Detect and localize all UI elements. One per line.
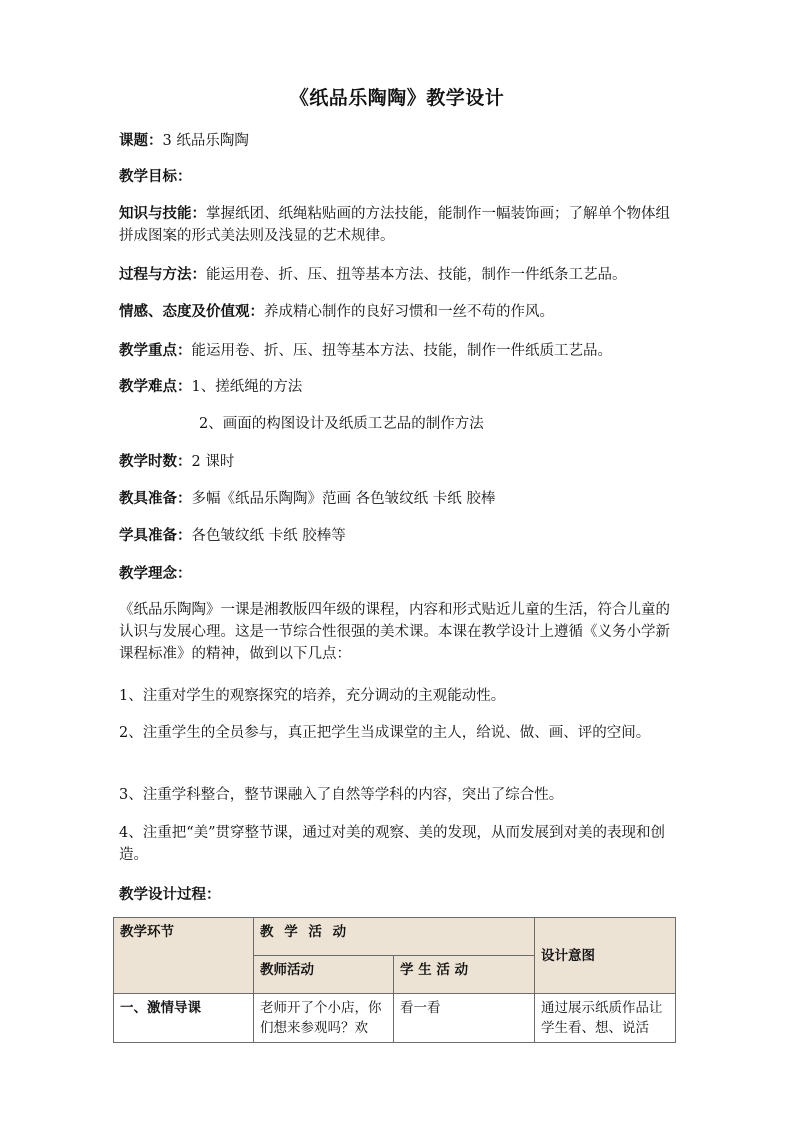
process-heading: 教学设计过程： xyxy=(119,886,221,903)
key-points-label: 教学重点： xyxy=(119,342,192,359)
topic-label: 课题： xyxy=(119,132,163,149)
header-stage: 教学环节 xyxy=(114,918,254,994)
header-intent: 设计意图 xyxy=(535,918,676,994)
row1-teacher-cell xyxy=(254,994,394,1043)
point-3: 3、注重学科整合，整节课融入了自然等学科的内容，突出了综合性。 xyxy=(119,787,564,803)
point-4: 4、注重把“美”贯穿整节课，通过对美的观察、美的发现，从而发展到对美的表现和创造。 xyxy=(119,825,666,863)
hours-label: 教学时数： xyxy=(119,453,192,470)
key-points-value: 能运用卷、折、压、扭等基本方法、技能，制作一件纸质工艺品。 xyxy=(191,343,612,359)
row1-intent-cell xyxy=(535,994,676,1043)
process-value: 能运用卷、折、压、扭等基本方法、技能，制作一件纸条工艺品。 xyxy=(206,267,627,283)
knowledge-skills xyxy=(119,203,679,247)
key-points xyxy=(119,340,679,362)
process-label: 过程与方法： xyxy=(119,266,206,283)
topic-line xyxy=(119,130,679,152)
point-2: 2、注重学生的全员参与，真正把学生当成课堂的主人，给说、做、画、评的空间。 xyxy=(119,725,651,741)
emotion-value: 养成精心制作的良好习惯和一丝不苟的作风。 xyxy=(264,304,554,320)
header-activity: 教 学 活 动 xyxy=(254,918,535,956)
point-1: 1、注重对学生的观察探究的培养，充分调动的主观能动性。 xyxy=(119,688,506,704)
row1-student: 看一看 xyxy=(394,994,535,1043)
header-student: 学 生 活 动 xyxy=(394,956,535,994)
process-methods xyxy=(119,264,679,286)
teacher-tools-value: 多幅《纸品乐陶陶》范画 各色皱纹纸 卡纸 胶棒 xyxy=(191,491,496,507)
student-tools-value: 各色皱纹纸 卡纸 胶棒等 xyxy=(191,528,346,544)
emotion-label: 情感、态度及价值观： xyxy=(119,303,264,320)
philosophy-intro: 《纸品乐陶陶》一课是湘教版四年级的课程，内容和形式贴近儿童的生活，符合儿童的认识与发展心理。这是一节综合性很强的美术课。本课在教学设计上遵循《义务小学新课程标准》的精神，做到以下几点： xyxy=(119,602,670,662)
difficulties xyxy=(119,376,679,398)
topic-value: 3 纸品乐陶陶 xyxy=(162,133,249,149)
header-teacher: 教师活动 xyxy=(254,956,394,994)
student-tools xyxy=(119,525,679,547)
objectives-heading: 教学目标： xyxy=(119,168,192,185)
teaching-hours xyxy=(119,451,679,473)
document-title: 《纸品乐陶陶》教学设计 xyxy=(289,87,505,109)
hours-value: 2 课时 xyxy=(191,454,235,470)
difficulties-label: 教学难点： xyxy=(119,378,192,395)
teacher-tools-label: 教具准备： xyxy=(119,490,192,507)
knowledge-label: 知识与技能： xyxy=(119,205,206,222)
design-table xyxy=(113,917,676,1043)
emotion-values xyxy=(119,301,679,323)
difficulty-item-1: 1、搓纸绳的方法 xyxy=(191,379,303,395)
row1-intent: 通过展示纸质作品让学生看、想、说活 xyxy=(541,1000,663,1036)
knowledge-value: 掌握纸团、纸绳粘贴画的方法技能，能制作一幅装饰画；了解单个物体组拼成图案的形式美法则及浅显的艺术规律。 xyxy=(119,206,670,244)
student-tools-label: 学具准备： xyxy=(119,527,192,544)
row1-teacher: 老师开了个小店，你们想来参观吗？欢 xyxy=(260,1000,382,1036)
teacher-tools xyxy=(119,488,679,510)
philosophy-heading: 教学理念： xyxy=(119,565,192,582)
row1-stage: 一、激情导课 xyxy=(114,994,254,1043)
difficulty-item-2: 2、画面的构图设计及纸质工艺品的制作方法 xyxy=(199,416,484,432)
